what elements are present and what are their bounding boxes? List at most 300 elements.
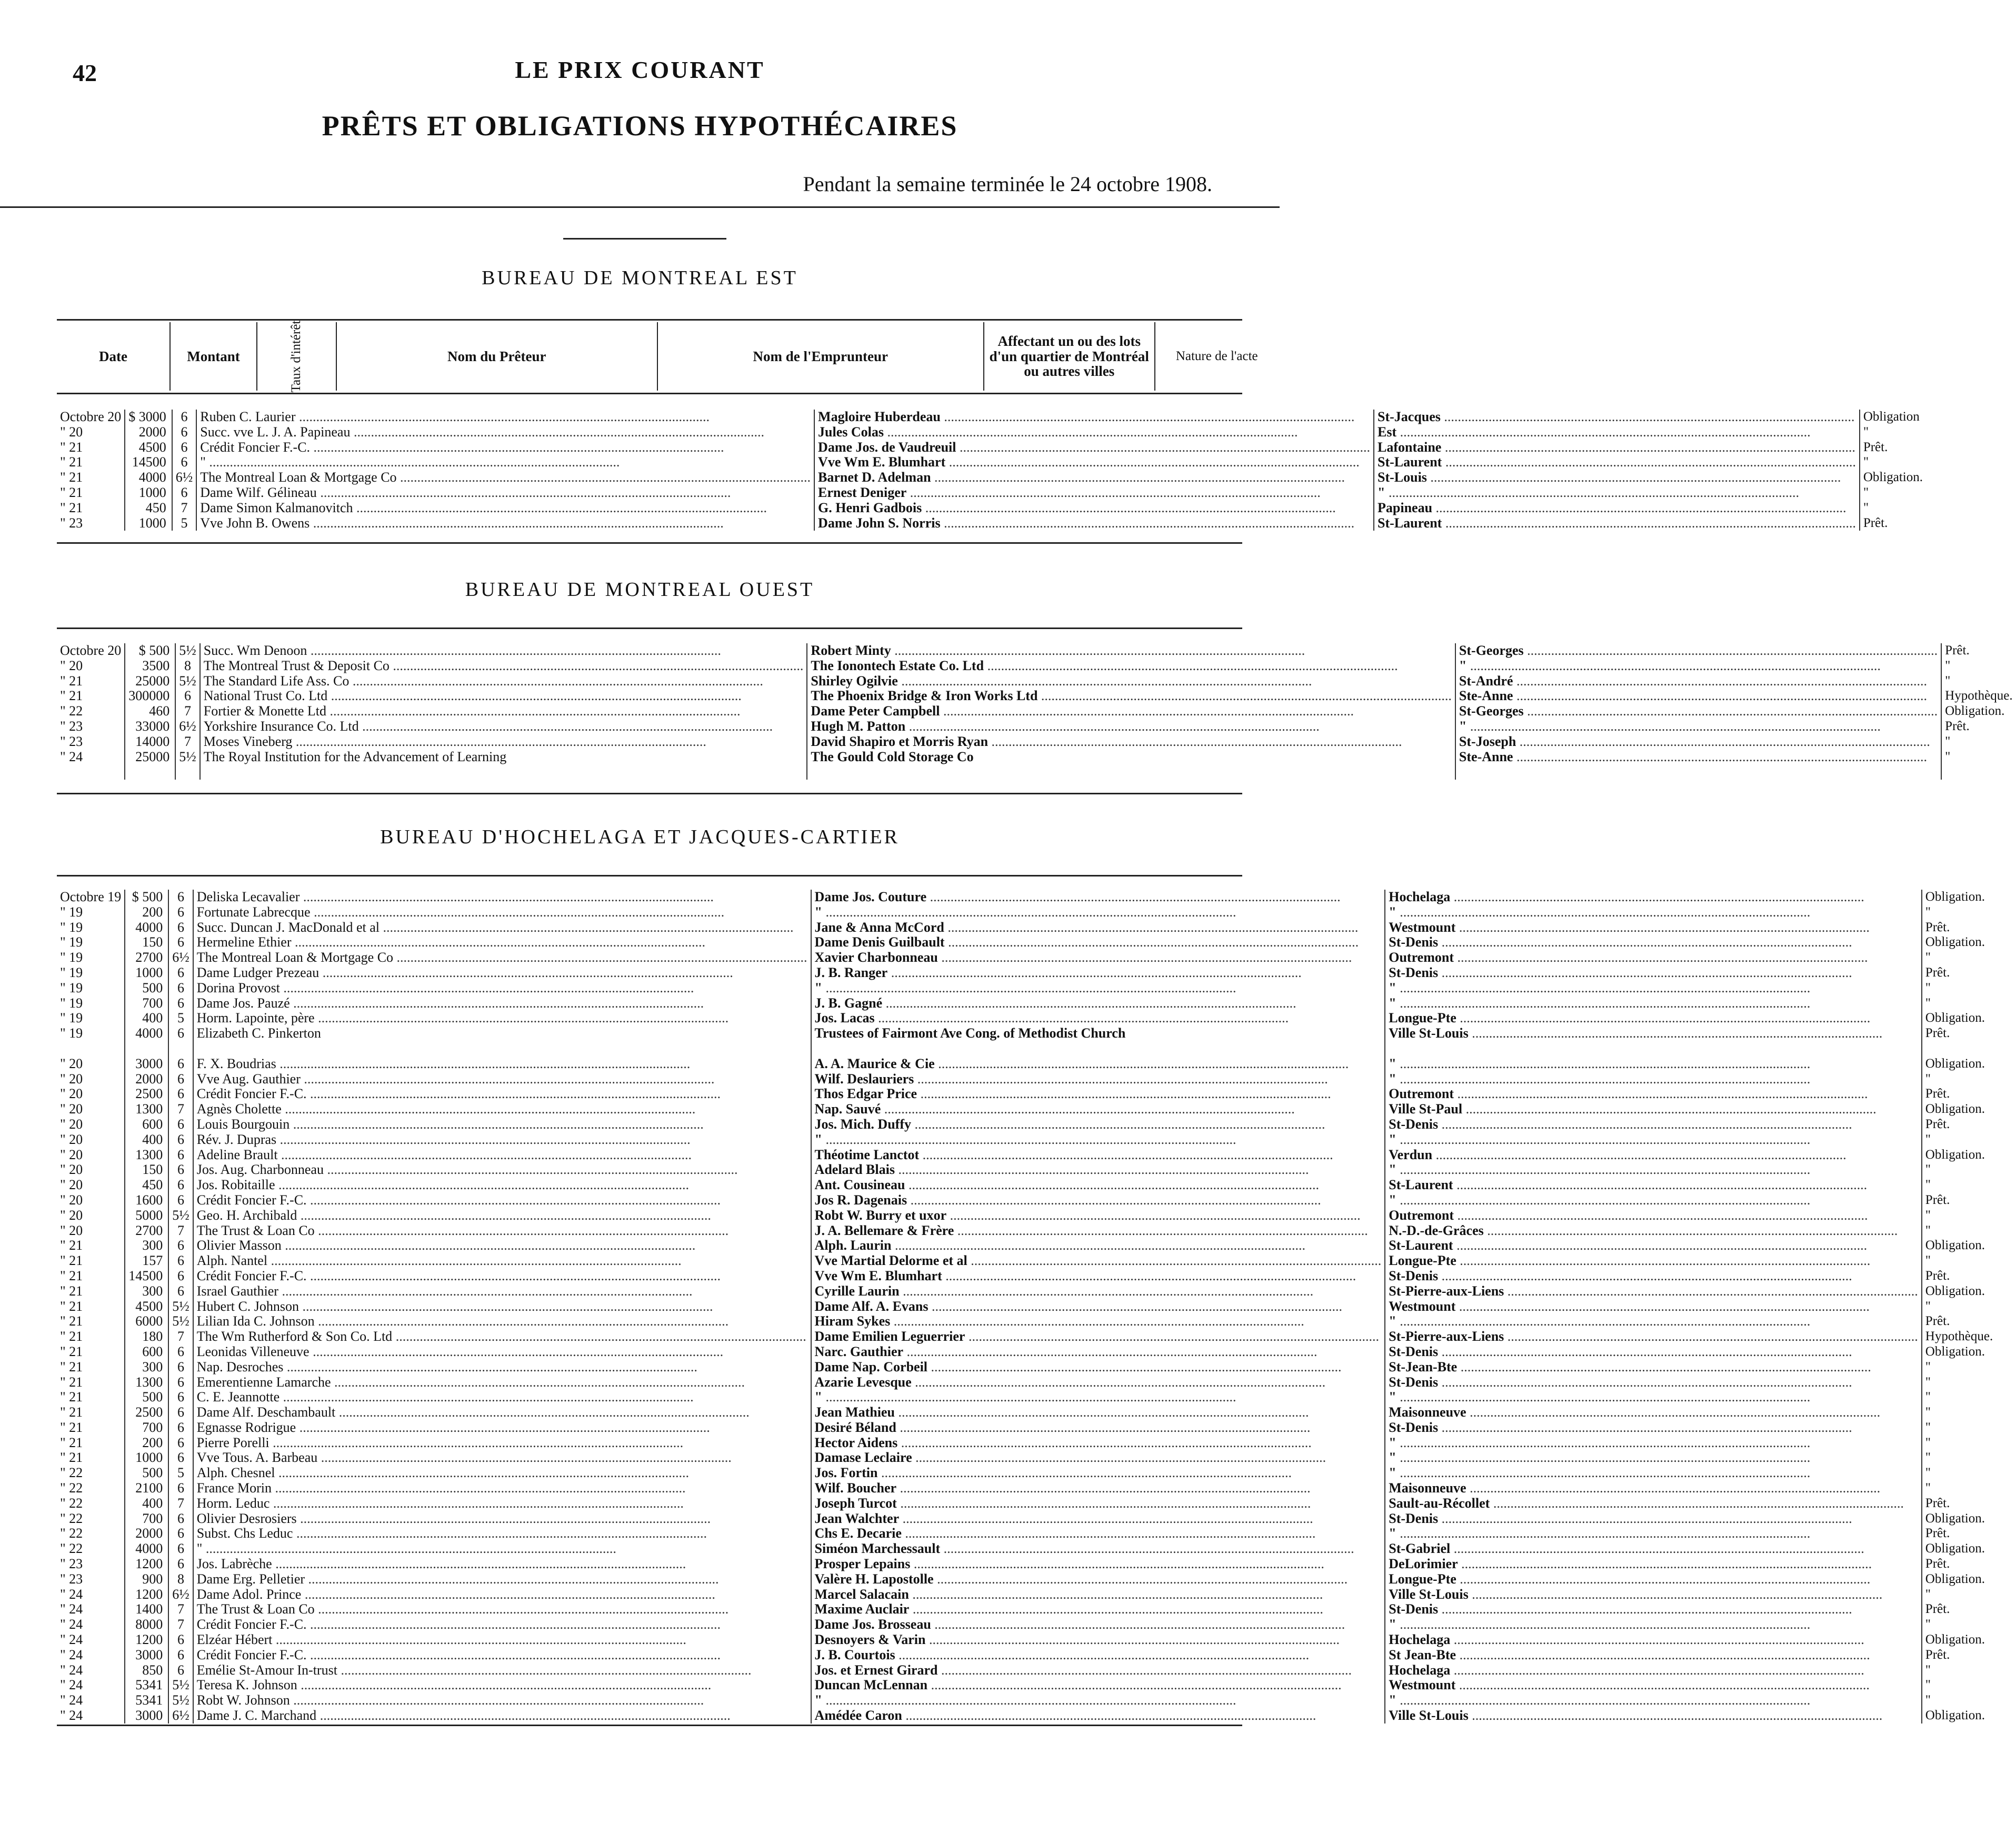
section-title: BUREAU DE MONTREAL EST	[482, 267, 798, 289]
cell-emprunteur: A. A. Maurice & Cie .....	[811, 1057, 1385, 1072]
cell-emprunteur: Xavier Charbonneau .....	[811, 950, 1385, 965]
cell-date: " 21	[60, 1283, 83, 1299]
cell-preteur: The Trust & Loan Co .....	[193, 1602, 811, 1617]
cell-date: " 22	[60, 1480, 83, 1496]
cell-date: " 22	[60, 1526, 83, 1541]
cell-nature: "	[1922, 1178, 1996, 1193]
cell-montant: 4000	[125, 1026, 168, 1057]
cell-nature: Prêt.	[1922, 1314, 1996, 1329]
cell-lieu: St-Denis .....	[1385, 1375, 1922, 1390]
cell-nature: Obligation.	[1922, 1238, 1996, 1253]
table-row	[57, 1587, 1996, 1602]
cell-lieu: St Jean-Bte .....	[1385, 1648, 1922, 1663]
cell-nature: "	[1922, 1162, 1996, 1178]
cell-montant: 180	[125, 1329, 168, 1344]
cell-lieu: Est .....	[1374, 425, 1860, 440]
cell-lieu: St-Jean-Bte .....	[1385, 1360, 1922, 1375]
cell-nature: Prêt.	[1922, 1087, 1996, 1102]
cell-nature: Obligation.	[1922, 1284, 1996, 1299]
cell-montant: 1300	[125, 1375, 168, 1390]
cell-lieu: Ville St-Louis .....	[1385, 1587, 1922, 1602]
cell-date: " 22	[60, 1495, 83, 1511]
table-row	[57, 470, 1926, 485]
rule-short	[563, 238, 726, 240]
rule	[57, 875, 1242, 876]
cell-taux: 6	[168, 1390, 193, 1405]
cell-lieu: Lafontaine .....	[1374, 440, 1860, 455]
cell-emprunteur: Maxime Auclair .....	[811, 1602, 1385, 1617]
table-row	[57, 920, 1996, 935]
cell-taux: 7	[168, 1329, 193, 1344]
cell-date: " 21	[60, 688, 83, 704]
cell-preteur: F. X. Boudrias .....	[193, 1057, 811, 1072]
cell-emprunteur: Alph. Laurin .....	[811, 1238, 1385, 1253]
cell-montant: 4000	[125, 920, 168, 935]
cell-preteur: Crédit Foncier F.-C. .....	[193, 1617, 811, 1632]
cell-taux: 5	[168, 1011, 193, 1026]
section-table	[57, 410, 1926, 531]
cell-taux: 6	[168, 1087, 193, 1102]
cell-emprunteur: Jane & Anna McCord .....	[811, 920, 1385, 935]
cell-montant: 300	[125, 1284, 168, 1299]
cell-preteur: Dorina Provost .....	[193, 981, 811, 996]
cell-preteur: Adeline Brault .....	[193, 1148, 811, 1163]
cell-lieu: DeLorimier .....	[1385, 1557, 1922, 1572]
cell-emprunteur: Joseph Turcot .....	[811, 1496, 1385, 1511]
cell-date: " 23	[60, 1571, 83, 1587]
table-row	[57, 719, 2016, 734]
cell-preteur: Fortier & Monette Ltd .....	[200, 704, 807, 719]
cell-emprunteur: Chs E. Decarie .....	[811, 1526, 1385, 1541]
table-row	[57, 1648, 1996, 1663]
cell-montant: 3500	[125, 659, 175, 674]
table-row	[57, 1253, 1996, 1269]
cell-lieu: Sault-au-Récollet .....	[1385, 1496, 1922, 1511]
cell-lieu: Westmount .....	[1385, 920, 1922, 935]
cell-preteur: C. E. Jeannotte .....	[193, 1390, 811, 1405]
cell-emprunteur: Thos Edgar Price .....	[811, 1087, 1385, 1102]
cell-nature: Prêt.	[1922, 1496, 1996, 1511]
table-row	[57, 425, 1926, 440]
cell-montant: 2100	[125, 1481, 168, 1496]
table-row	[57, 485, 1926, 501]
table-row	[57, 1466, 1996, 1481]
cell-lieu: Westmount .....	[1385, 1299, 1922, 1314]
cell-date: " 24	[60, 1647, 83, 1662]
cell-montant: 150	[125, 1162, 168, 1178]
cell-taux: 5	[172, 516, 197, 531]
cell-montant: 500	[125, 981, 168, 996]
cell-emprunteur: Dame Denis Guilbault .....	[811, 935, 1385, 950]
table-row	[57, 734, 2016, 750]
cell-nature: "	[1922, 1208, 1996, 1223]
cell-nature: "	[1860, 425, 1926, 440]
cell-preteur: The Trust & Loan Co .....	[193, 1223, 811, 1239]
cell-emprunteur: Barnet D. Adelman .....	[814, 470, 1374, 485]
cell-preteur: Elizabeth C. Pinkerton	[193, 1026, 811, 1057]
table-row	[57, 1193, 1996, 1208]
cell-emprunteur: G. Henri Gadbois .....	[814, 501, 1374, 516]
cell-montant: 1000	[125, 1450, 168, 1466]
header-emprunteur: Nom de l'Emprunteur	[657, 322, 984, 391]
cell-lieu: St-Laurent .....	[1374, 455, 1860, 470]
cell-lieu: " .....	[1385, 1193, 1922, 1208]
cell-preteur: Succ. vve L. J. A. Papineau .....	[196, 425, 814, 440]
cell-nature: "	[1922, 1132, 1996, 1148]
cell-date: " 21	[60, 439, 83, 455]
cell-nature: "	[1941, 750, 2015, 780]
cell-montant: 1000	[125, 516, 172, 531]
table-row	[57, 1072, 1996, 1087]
cell-preteur: Hubert C. Johnson .....	[193, 1299, 811, 1314]
cell-nature: "	[1922, 1405, 1996, 1420]
cell-preteur: Jos. Labrèche .....	[193, 1557, 811, 1572]
table-row	[57, 1223, 1996, 1239]
cell-nature: Hypothèque.	[1941, 689, 2015, 704]
cell-taux: 5½	[168, 1299, 193, 1314]
cell-emprunteur: Vve Wm E. Blumhart .....	[814, 455, 1374, 470]
cell-montant: 1300	[125, 1102, 168, 1117]
cell-montant: 4000	[125, 1541, 168, 1557]
cell-taux: 6	[168, 1511, 193, 1527]
cell-montant: 400	[125, 1496, 168, 1511]
cell-preteur: Dame Erg. Pelletier .....	[193, 1572, 811, 1587]
cell-taux: 6	[172, 455, 197, 470]
cell-montant: 700	[125, 996, 168, 1011]
cell-emprunteur: Hugh M. Patton .....	[807, 719, 1455, 734]
cell-taux: 6	[168, 965, 193, 981]
cell-nature: Obligation.	[1860, 470, 1926, 485]
cell-nature: "	[1922, 1663, 1996, 1678]
page-number: 42	[73, 59, 97, 86]
cell-lieu: St-Laurent .....	[1374, 516, 1860, 531]
cell-date: " 21	[60, 1298, 83, 1314]
cell-montant: 450	[125, 501, 172, 516]
cell-lieu: " .....	[1385, 1693, 1922, 1708]
cell-preteur: Deliska Lecavalier .....	[193, 890, 811, 905]
cell-emprunteur: Jean Mathieu .....	[811, 1405, 1385, 1420]
cell-taux: 6	[168, 1360, 193, 1375]
cell-preteur: Jos. Aug. Charbonneau .....	[193, 1162, 811, 1178]
cell-taux: 5½	[168, 1678, 193, 1693]
cell-date: " 20	[60, 1131, 83, 1147]
cell-nature: "	[1922, 1436, 1996, 1451]
cell-taux: 6	[175, 689, 200, 704]
cell-taux: 6	[168, 981, 193, 996]
cell-date: " 21	[60, 1253, 83, 1269]
cell-emprunteur: Desnoyers & Varin .....	[811, 1632, 1385, 1648]
cell-emprunteur: Hiram Sykes .....	[811, 1314, 1385, 1329]
cell-nature: "	[1922, 1617, 1996, 1632]
cell-lieu: " .....	[1385, 981, 1922, 996]
cell-taux: 6½	[168, 950, 193, 965]
cell-emprunteur: Adelard Blais .....	[811, 1162, 1385, 1178]
cell-lieu: Ste-Anne .....	[1455, 689, 1941, 704]
cell-date: " 24	[60, 1632, 83, 1648]
cell-lieu: St-Laurent .....	[1385, 1238, 1922, 1253]
cell-lieu: St-Pierre-aux-Liens .....	[1385, 1329, 1922, 1344]
cell-preteur: The Royal Institution for the Advancement of Learning	[200, 750, 807, 780]
cell-lieu: " .....	[1385, 1314, 1922, 1329]
cell-lieu: Outremont .....	[1385, 1087, 1922, 1102]
cell-emprunteur: Jean Walchter .....	[811, 1511, 1385, 1527]
cell-taux: 6	[168, 920, 193, 935]
cell-emprunteur: Magloire Huberdeau .....	[814, 410, 1374, 425]
rule	[57, 393, 1242, 394]
cell-lieu: " .....	[1385, 1526, 1922, 1541]
cell-taux: 6	[168, 1193, 193, 1208]
cell-date: " 21	[60, 484, 83, 500]
cell-taux: 7	[172, 501, 197, 516]
cell-preteur: Agnès Cholette .....	[193, 1102, 811, 1117]
header-montant: Montant	[170, 322, 257, 391]
cell-lieu: St-Georges .....	[1455, 643, 1941, 659]
cell-date: " 21	[60, 1389, 83, 1405]
cell-emprunteur: Jos. Lacas .....	[811, 1011, 1385, 1026]
cell-nature: Obligation.	[1922, 1344, 1996, 1360]
cell-preteur: Succ. Wm Denoon .....	[200, 643, 807, 659]
cell-montant: 25000	[125, 674, 175, 689]
cell-lieu: Hochelaga .....	[1385, 1632, 1922, 1648]
cell-date: " 19	[60, 950, 83, 965]
cell-emprunteur: Dame Jos. Brosseau .....	[811, 1617, 1385, 1632]
cell-lieu: " .....	[1385, 1450, 1922, 1466]
cell-date: " 24	[60, 749, 83, 764]
cell-nature: Obligation.	[1941, 704, 2015, 719]
cell-emprunteur: " .....	[811, 1132, 1385, 1148]
header-preteur: Nom du Prêteur	[336, 322, 657, 391]
cell-emprunteur: Vve Martial Delorme et al .....	[811, 1253, 1385, 1269]
cell-date: " 20	[60, 1177, 83, 1193]
cell-lieu: " .....	[1385, 1466, 1922, 1481]
cell-taux: 6	[168, 1526, 193, 1541]
cell-nature: "	[1922, 1466, 1996, 1481]
cell-lieu: St-Gabriel .....	[1385, 1541, 1922, 1557]
cell-nature: "	[1941, 674, 2015, 689]
cell-preteur: Horm. Leduc .....	[193, 1496, 811, 1511]
cell-montant: 3000	[125, 1648, 168, 1663]
table-row	[57, 890, 1996, 905]
cell-nature: Prêt.	[1922, 965, 1996, 981]
cell-date: " 20	[60, 1147, 83, 1162]
cell-date: " 23	[60, 718, 83, 734]
cell-montant: 600	[125, 1344, 168, 1360]
cell-date: " 20	[60, 424, 83, 440]
cell-taux: 6	[168, 1450, 193, 1466]
cell-preteur: Jos. Robitaille .....	[193, 1178, 811, 1193]
cell-montant: 33000	[125, 719, 175, 734]
cell-nature: Obligation.	[1922, 890, 1996, 905]
table-row	[57, 1526, 1996, 1541]
section-title: BUREAU DE MONTREAL OUEST	[465, 579, 815, 601]
table-row	[57, 674, 2016, 689]
table-row	[57, 1602, 1996, 1617]
cell-montant: 700	[125, 1420, 168, 1436]
cell-emprunteur: Robt W. Burry et uxor .....	[811, 1208, 1385, 1223]
cell-date: " 24	[60, 1677, 83, 1693]
cell-montant: 1200	[125, 1632, 168, 1648]
cell-date: " 21	[60, 1374, 83, 1390]
table-row	[57, 1663, 1996, 1678]
cell-montant: 25000	[125, 750, 175, 780]
cell-nature: "	[1860, 485, 1926, 501]
table-row	[57, 750, 2016, 780]
cell-emprunteur: Vve Wm E. Blumhart .....	[811, 1269, 1385, 1284]
cell-taux: 8	[168, 1572, 193, 1587]
cell-emprunteur: Valère H. Lapostolle .....	[811, 1572, 1385, 1587]
cell-taux: 5½	[168, 1314, 193, 1329]
cell-nature: Obligation.	[1922, 1511, 1996, 1527]
cell-preteur: The Wm Rutherford & Son Co. Ltd .....	[193, 1329, 811, 1344]
cell-emprunteur: Azarie Levesque .....	[811, 1375, 1385, 1390]
cell-emprunteur: Dame Peter Campbell .....	[807, 704, 1455, 719]
cell-lieu: St-Jacques .....	[1374, 410, 1860, 425]
section-title: BUREAU D'HOCHELAGA ET JACQUES-CARTIER	[380, 826, 900, 848]
cell-preteur: Vve Tous. A. Barbeau .....	[193, 1450, 811, 1466]
cell-montant: 4000	[125, 470, 172, 485]
cell-montant: 2000	[125, 1072, 168, 1087]
cell-date: " 20	[60, 1055, 83, 1071]
cell-date: " 19	[60, 995, 83, 1011]
cell-nature: Obligation.	[1922, 1148, 1996, 1163]
table-row	[57, 455, 1926, 470]
cell-lieu: " .....	[1385, 1057, 1922, 1072]
cell-lieu: St-Denis .....	[1385, 965, 1922, 981]
table-row	[57, 1148, 1996, 1163]
cell-taux: 7	[168, 1223, 193, 1239]
cell-lieu: Papineau .....	[1374, 501, 1860, 516]
cell-preteur: Dame Jos. Pauzé .....	[193, 996, 811, 1011]
cell-taux: 7	[168, 1102, 193, 1117]
cell-montant: 2700	[125, 1223, 168, 1239]
cell-date: " 21	[60, 1329, 83, 1344]
cell-taux: 6	[168, 1284, 193, 1299]
header-date: Date	[99, 348, 127, 364]
cell-nature: Obligation.	[1922, 1541, 1996, 1557]
cell-nature: Obligation.	[1922, 1102, 1996, 1117]
cell-emprunteur: " .....	[811, 905, 1385, 920]
cell-preteur: Hermeline Ethier .....	[193, 935, 811, 950]
cell-nature: "	[1922, 1678, 1996, 1693]
cell-nature: Hypothèque.	[1922, 1329, 1996, 1344]
cell-montant: 5000	[125, 1208, 168, 1223]
cell-lieu: " .....	[1455, 659, 1941, 674]
cell-preteur: Dame Wilf. Gélineau .....	[196, 485, 814, 501]
cell-montant: 2000	[125, 425, 172, 440]
cell-date: " 20	[60, 1207, 83, 1223]
cell-montant: 1600	[125, 1193, 168, 1208]
cell-nature: Obligation.	[1922, 935, 1996, 950]
cell-montant: 200	[125, 1436, 168, 1451]
cell-nature: "	[1922, 950, 1996, 965]
cell-emprunteur: Jules Colas .....	[814, 425, 1374, 440]
rule-bottom	[57, 1725, 1242, 1726]
page-title: PRÊTS ET OBLIGATIONS HYPOTHÉCAIRES	[322, 110, 958, 142]
cell-preteur: Dame Simon Kalmanovitch .....	[196, 501, 814, 516]
header-taux: Taux d'intérêt	[257, 322, 336, 391]
cell-nature: "	[1922, 1299, 1996, 1314]
cell-taux: 6½	[175, 719, 200, 734]
cell-date: " 24	[60, 1586, 83, 1602]
cell-emprunteur: Hector Aidens .....	[811, 1436, 1385, 1451]
cell-taux: 6	[168, 1375, 193, 1390]
cell-date: " 24	[60, 1692, 83, 1708]
cell-montant: 500	[125, 1466, 168, 1481]
cell-nature: "	[1922, 981, 1996, 996]
cell-preteur: Emerentienne Lamarche .....	[193, 1375, 811, 1390]
cell-montant: 4500	[125, 440, 172, 455]
table-row	[57, 1557, 1996, 1572]
cell-preteur: Dame Adol. Prince .....	[193, 1587, 811, 1602]
cell-taux: 6	[168, 1663, 193, 1678]
cell-preteur: Pierre Porelli .....	[193, 1436, 811, 1451]
cell-date: " 20	[60, 1101, 83, 1117]
table-row	[57, 1026, 1996, 1057]
cell-taux: 6	[168, 890, 193, 905]
cell-date: " 21	[60, 1434, 83, 1450]
table-row	[57, 1375, 1996, 1390]
cell-nature: "	[1941, 659, 2015, 674]
table-row	[57, 1481, 1996, 1496]
cell-montant: 3000	[125, 1708, 168, 1724]
cell-taux: 5½	[175, 750, 200, 780]
cell-date: " 24	[60, 1708, 83, 1724]
table-row	[57, 1572, 1996, 1587]
cell-emprunteur: Amédée Caron .....	[811, 1708, 1385, 1724]
cell-preteur: The Montreal Trust & Deposit Co .....	[200, 659, 807, 674]
cell-date: " 20	[60, 1222, 83, 1238]
cell-lieu: Maisonneuve .....	[1385, 1405, 1922, 1420]
cell-emprunteur: J. B. Courtois .....	[811, 1648, 1385, 1663]
cell-nature: Obligation	[1860, 410, 1926, 425]
cell-montant: 150	[125, 935, 168, 950]
cell-taux: 6	[168, 1162, 193, 1178]
table-row	[57, 950, 1996, 965]
cell-montant: $ 500	[125, 643, 175, 659]
cell-nature: "	[1922, 1390, 1996, 1405]
cell-emprunteur: The Ionontech Estate Co. Ltd .....	[807, 659, 1455, 674]
cell-lieu: St-André .....	[1455, 674, 1941, 689]
cell-taux: 6½	[172, 470, 197, 485]
cell-montant: 600	[125, 1117, 168, 1132]
cell-taux: 6	[168, 1481, 193, 1496]
cell-montant: 14500	[125, 455, 172, 470]
table-row	[57, 704, 2016, 719]
table-row	[57, 1011, 1996, 1026]
cell-montant: 8000	[125, 1617, 168, 1632]
cell-preteur: Crédit Foncier F.-C. .....	[193, 1648, 811, 1663]
table-row	[57, 689, 2016, 704]
table-row	[57, 1329, 1996, 1344]
cell-preteur: Teresa K. Johnson .....	[193, 1678, 811, 1693]
cell-emprunteur: Robert Minty .....	[807, 643, 1455, 659]
cell-nature: "	[1922, 1223, 1996, 1239]
cell-montant: 300000	[125, 689, 175, 704]
cell-preteur: " .....	[193, 1541, 811, 1557]
cell-nature: Prêt.	[1922, 1193, 1996, 1208]
cell-lieu: St-Pierre-aux-Liens .....	[1385, 1284, 1922, 1299]
cell-montant: 450	[125, 1178, 168, 1193]
table-row	[57, 410, 1926, 425]
cell-emprunteur: Théotime Lanctot .....	[811, 1148, 1385, 1163]
table-row	[57, 643, 2016, 659]
table-row	[57, 1117, 1996, 1132]
table-row	[57, 1057, 1996, 1072]
cell-taux: 6	[168, 905, 193, 920]
cell-emprunteur: Jos. Fortin .....	[811, 1466, 1385, 1481]
cell-taux: 6	[172, 410, 197, 425]
cell-lieu: Hochelaga .....	[1385, 1663, 1922, 1678]
